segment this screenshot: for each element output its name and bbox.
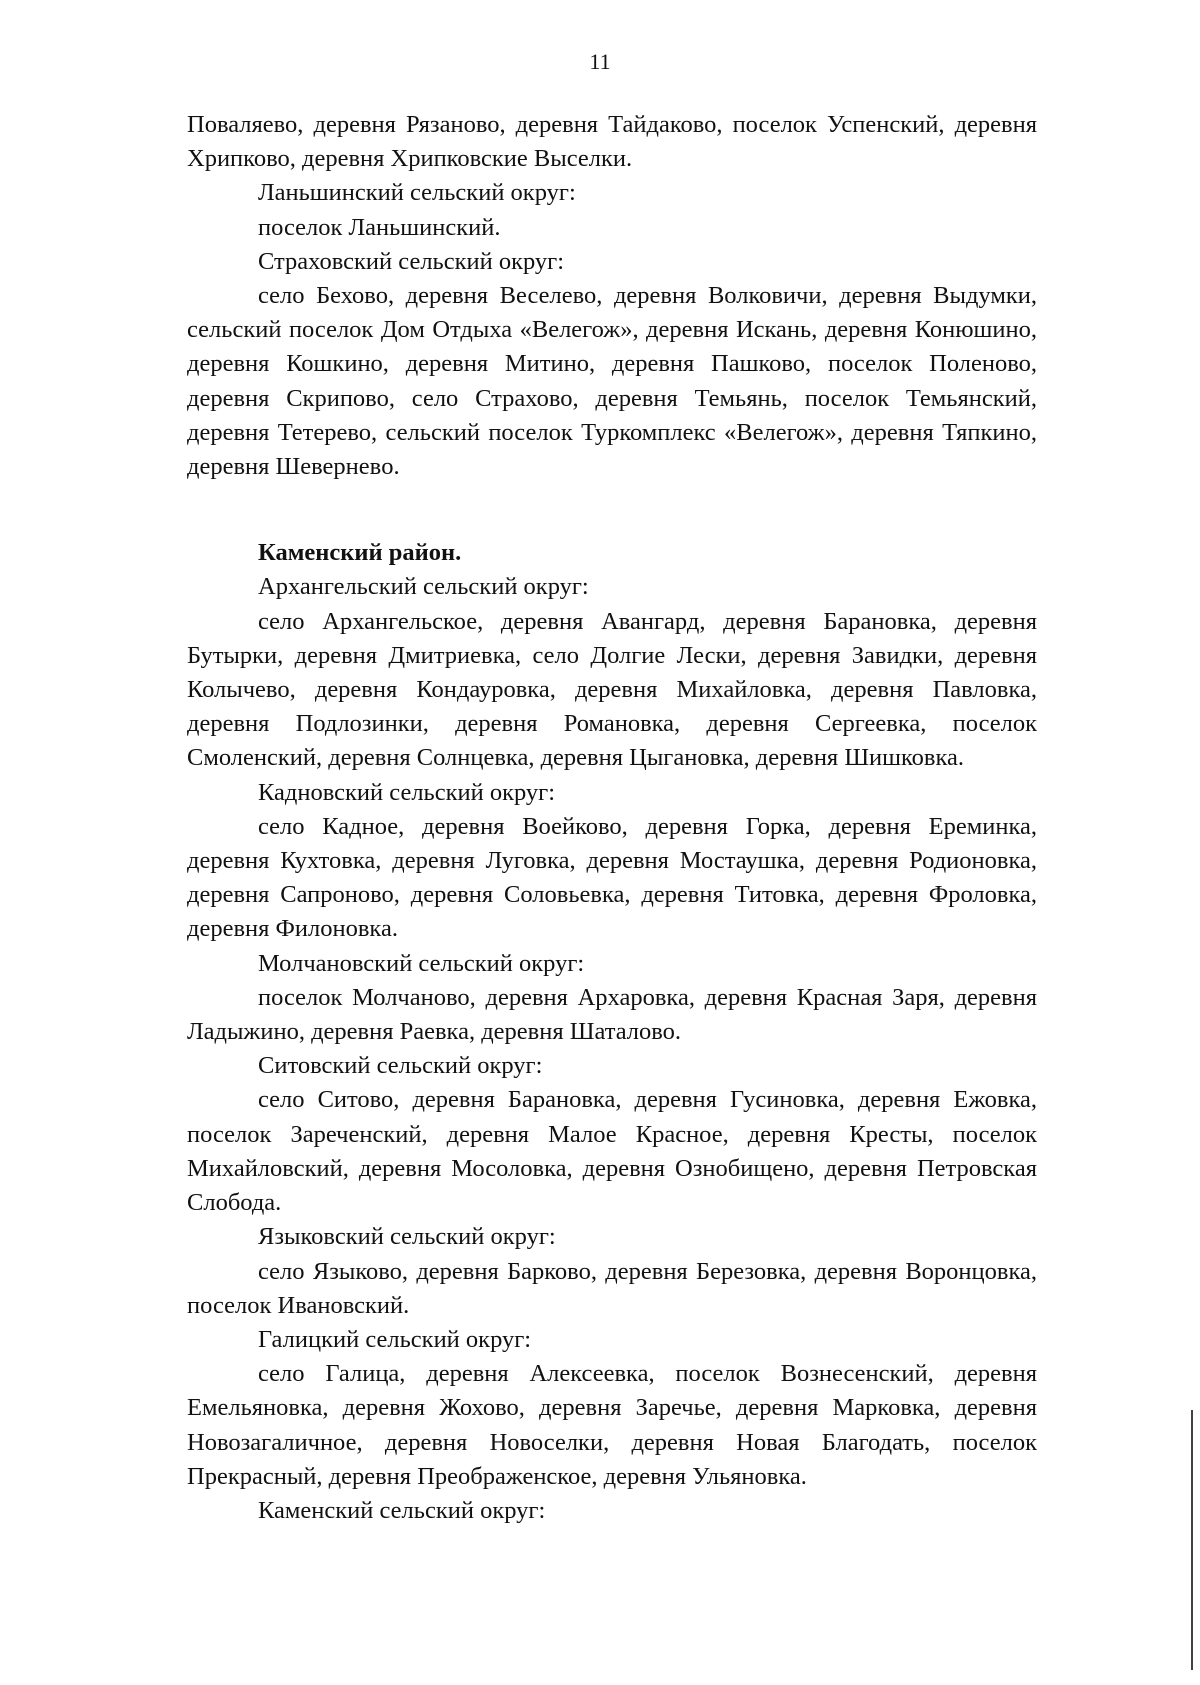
- document-body: [187, 108, 1037, 1528]
- scan-edge-mark: [1191, 1410, 1193, 1670]
- okrug-title-kadnovsky: Кадновский сельский округ:: [258, 778, 556, 806]
- page-number: 11: [589, 49, 611, 74]
- okrug-body-yazykovsky: село Языково, деревня Барково, деревня Березовка, деревня Воронцовка, поселок Ивановский.: [187, 1257, 1037, 1319]
- okrug-body-strakhovsky: село Бехово, деревня Веселево, деревня Волковичи, деревня Выдумки, сельский поселок Дом Отдыха «Велегож», деревня Искань, деревня Конюшино, деревня Кошкино, деревня Митино, деревня Пашково, поселок Поленово, деревня Скрипово, село Страхово, деревня Темьянь, поселок Темьянский, деревня Тетерево, сельский поселок Туркомплекс «Велегож», деревня Тяпкино, деревня Шеверневo.: [187, 282, 1037, 481]
- okrug-title-kamensky: Каменский сельский округ:: [258, 1496, 546, 1524]
- okrug-body-kadnovsky: село Кадное, деревня Воейково, деревня Горка, деревня Ереминка, деревня Кухтовка, деревня Луговка, деревня Мостаушка, деревня Родионовка, деревня Сапроново, деревня Соловьевка, деревня Титовка, деревня Фроловка, деревня Филоновка.: [187, 812, 1037, 943]
- okrug-title-lanshinsky: Ланьшинский сельский округ:: [258, 179, 576, 207]
- continuation-paragraph: Поваляево, деревня Рязаново, деревня Тайдаково, поселок Успенский, деревня Хрипково, деревня Хрипковские Выселки.: [187, 111, 1037, 173]
- okrug-body-lanshinsky: поселок Ланьшинский.: [258, 213, 501, 241]
- okrug-title-strakhovsky: Страховский сельский округ:: [258, 247, 565, 275]
- okrug-title-arkhangelsky: Архангельский сельский округ:: [258, 573, 589, 601]
- okrug-body-galitsky: село Галица, деревня Алексеевка, поселок Вознесенский, деревня Емельяновка, деревня Жохово, деревня Заречье, деревня Марковка, деревня Новозагаличное, деревня Новоселки, деревня Новая Благодать, поселок Прекрасный, деревня Преображенское, деревня Ульяновка.: [187, 1360, 1037, 1490]
- okrug-body-sitovsky: село Ситово, деревня Барановка, деревня Гусиновка, деревня Ежовка, поселок Зареченский, деревня Малое Красное, деревня Кресты, поселок Михайловский, деревня Мосоловка, деревня Ознобищено, деревня Петровская Слобода.: [187, 1086, 1037, 1217]
- district-heading-kamensky: Каменский район.: [258, 539, 462, 567]
- okrug-body-molchanovsky: поселок Молчаново, деревня Архаровка, деревня Красная Заря, деревня Ладыжино, деревня Раевка, деревня Шаталово.: [187, 983, 1037, 1046]
- okrug-body-arkhangelsky: село Архангельское, деревня Авангард, деревня Барановка, деревня Бутырки, деревня Дмитриевка, село Долгие Лески, деревня Завидки, деревня Колычево, деревня Кондауровка, деревня Михайловка, деревня Павловка, деревня Подлозинки, деревня Романовка, деревня Сергеевка, поселок Смоленский, деревня Солнцевка, деревня Цыгановка, деревня Шишковка.: [187, 607, 1037, 772]
- okrug-title-yazykovsky: Языковский сельский округ:: [258, 1223, 556, 1251]
- okrug-title-molchanovsky: Молчановский сельский округ:: [258, 949, 585, 977]
- okrug-title-galitsky: Галицкий сельский округ:: [258, 1325, 532, 1353]
- okrug-title-sitovsky: Ситовский сельский округ:: [258, 1052, 543, 1080]
- section-gap: [187, 484, 1037, 536]
